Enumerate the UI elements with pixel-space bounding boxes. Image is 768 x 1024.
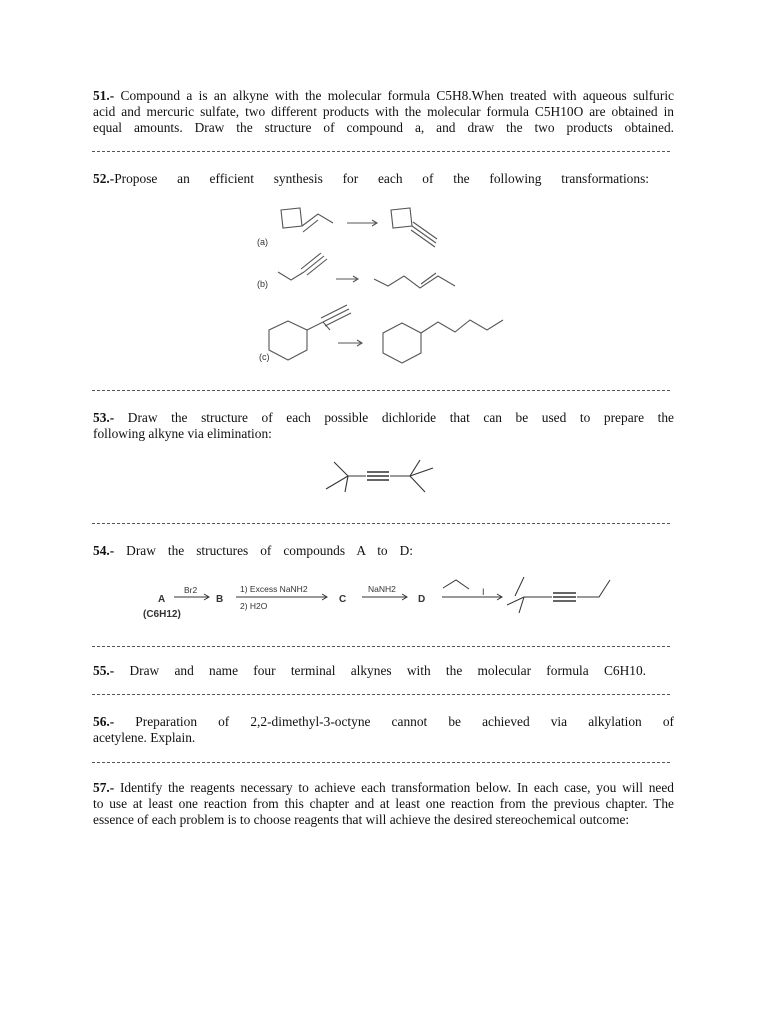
question-54: [93, 543, 413, 559]
question-number: 56.-: [93, 714, 115, 729]
reagent-water: 2) H2O: [240, 601, 268, 611]
cyclobutane-ring: [391, 208, 412, 228]
question-53: [93, 410, 674, 442]
compound-d: D: [418, 594, 426, 605]
reagent-nanh2-excess: 1) Excess NaNH2: [240, 584, 308, 594]
cyclobutane-ring: [281, 208, 302, 228]
dashed-separator: [92, 646, 670, 647]
alkyne-structure: [0, 450, 768, 510]
question-text-line: Draw the structure of each possible dichloride that can be used to prepare the: [127, 410, 674, 425]
reaction-scheme: [0, 570, 768, 630]
dashed-separator: [92, 694, 670, 695]
question-text-line: Draw the structures of compounds A to D:: [126, 543, 413, 558]
question-number: 52.-: [93, 171, 115, 186]
question-text-line: to use at least one reaction from this chapter and at least one reaction from the previous chapter. The: [93, 796, 674, 812]
question-text-line: following alkyne via elimination:: [93, 426, 272, 442]
question-number: 55.-: [93, 663, 115, 678]
question-56: [93, 714, 674, 746]
alkene-chain: [374, 276, 455, 288]
formula-label: (C6H12): [143, 609, 181, 620]
question-text-line: Propose an efficient synthesis for each of the following transformations:: [114, 171, 649, 186]
alkyne-bond: [412, 226, 436, 243]
question-text-line: Draw and name four terminal alkynes with the molecular formula C6H10.: [129, 663, 646, 678]
compound-b: B: [216, 594, 224, 605]
question-text-line: Preparation of 2,2-dimethyl-3-octyne cannot be achieved via alkylation of: [135, 714, 674, 729]
reagent-nanh2: NaNH2: [368, 584, 396, 594]
cyclohexane-ring: [269, 321, 307, 360]
transformations-figure: [0, 195, 768, 395]
iodide-label: I: [482, 587, 485, 597]
label-b: (b): [257, 279, 268, 289]
compound-c: C: [339, 594, 347, 605]
dashed-separator: [92, 523, 670, 524]
question-number: 57.-: [93, 780, 115, 795]
question-number: 51.-: [93, 88, 115, 103]
alkyl-chain: [421, 320, 503, 333]
compound-a: A: [158, 594, 166, 605]
question-text-line: acid and mercuric sulfate, two different products with the molecular formula C5H10O are obtained in: [93, 104, 674, 120]
dashed-separator: [92, 390, 670, 391]
question-51: [93, 88, 674, 137]
dashed-separator: [92, 762, 670, 763]
question-number: 54.-: [93, 543, 115, 558]
label-c: (c): [259, 352, 270, 362]
question-text-line: acetylene. Explain.: [93, 730, 196, 746]
label-a: (a): [257, 237, 268, 247]
question-text-line: equal amounts. Draw the structure of compound a, and draw the two products obtained.: [93, 120, 674, 136]
question-57: [93, 780, 674, 829]
dashed-separator: [92, 151, 670, 152]
cyclohexane-ring: [383, 323, 421, 363]
alkyne-chain: [278, 272, 304, 280]
ethyl-group: [443, 580, 469, 589]
question-number: 53.-: [93, 410, 115, 425]
question-text-line: Identify the reagents necessary to achieve each transformation below. In each case, you will need: [119, 780, 674, 795]
question-text-line: Compound a is an alkyne with the molecular formula C5H8.When treated with aqueous sulfuric: [120, 88, 674, 103]
question-52: [93, 171, 649, 187]
reagent-br2: Br2: [184, 585, 198, 595]
question-55: [93, 663, 646, 679]
question-text-line: essence of each problem is to choose reagents that will achieve the desired stereochemical outcome:: [93, 812, 630, 828]
